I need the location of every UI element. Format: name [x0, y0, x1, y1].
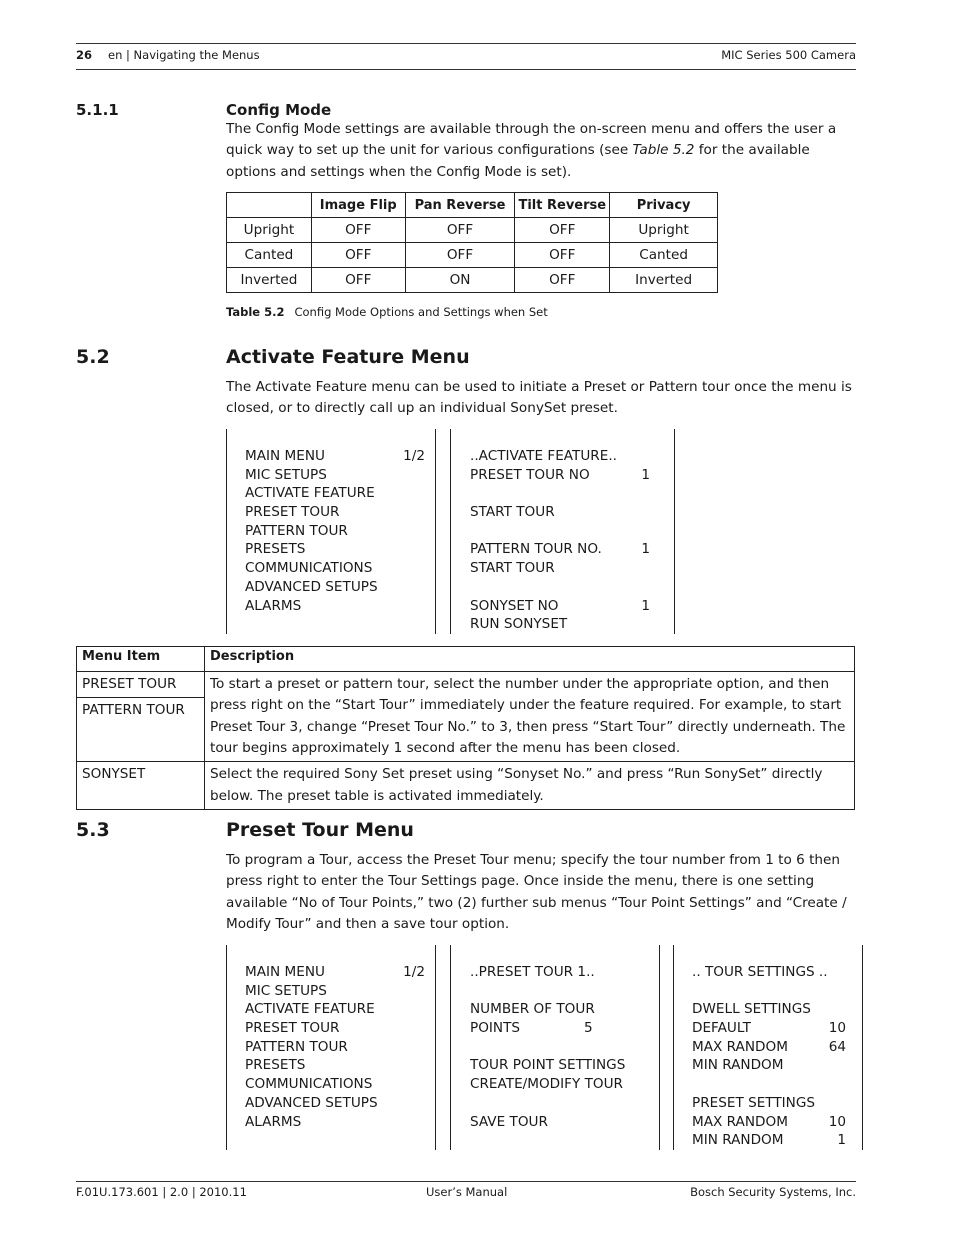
table-row: SONYSET Select the required Sony Set preset using “Sonyset No.” and press “Run SonySet” directly below. The preset table is activated immediately.: [77, 762, 855, 810]
config-mode-table: [226, 192, 718, 293]
table-row: Inverted OFF ON OFF Inverted: [227, 268, 718, 293]
section-5-2-body: The Activate Feature menu can be used to initiate a Preset or Pattern tour once the menu is closed, or to directly call up an individual SonySet preset.: [226, 379, 852, 417]
menu-line: COMMUNICATIONS: [245, 560, 373, 577]
menu-line: MIC SETUPS: [245, 466, 327, 483]
menu-line: MIN RANDOM 1: [692, 1132, 846, 1149]
menu-border: [435, 429, 436, 634]
table-row: Canted OFF OFF OFF Canted: [227, 243, 718, 268]
menu-line: START TOUR: [470, 560, 555, 577]
menu-line: ALARMS: [245, 597, 302, 614]
header-top-rule: [76, 43, 856, 44]
menu-line: START TOUR: [470, 504, 555, 521]
menu-line: [692, 1075, 846, 1094]
menu-line: [470, 1094, 650, 1113]
footer-doc-id: F.01U.173.601 | 2.0 | 2010.11: [76, 1185, 247, 1199]
preset-tour-menu-screen: [470, 963, 650, 1131]
menu-border: [659, 945, 660, 1150]
footer-company: Bosch Security Systems, Inc.: [690, 1185, 856, 1199]
menu-line: [470, 578, 650, 597]
menu-border: [450, 945, 451, 1150]
menu-line: MAIN MENU 1/2: [245, 964, 425, 980]
menu-line: ACTIVATE FEATURE: [245, 1001, 375, 1018]
menu-line: RUN SONYSET: [470, 616, 568, 633]
section-5-3-body: To program a Tour, access the Preset Tour menu; specify the tour number from 1 to 6 then press right to enter the Tour Settings page. Once inside the menu, there is one setting available “No of Tour Points,” two (2) further sub menus “Tour Point Settings” and “Create / Modify Tour” and then a save tour option.: [226, 852, 847, 932]
menu-line: PATTERN TOUR: [245, 522, 348, 539]
table-row: Upright OFF OFF OFF Upright: [227, 218, 718, 243]
table-header-row: Menu Item Description: [77, 647, 855, 672]
section-5-1-1-number: 5.1.1: [76, 101, 119, 119]
menu-border: [226, 429, 227, 634]
menu-item-description-table: [76, 646, 855, 810]
menu-border: [674, 429, 675, 634]
menu-line: MAX RANDOM 10: [692, 1113, 846, 1130]
menu-line: [470, 982, 650, 1001]
menu-line: [470, 522, 650, 541]
menu-line: PRESET TOUR NO 1: [470, 466, 650, 483]
header-product: MIC Series 500 Camera: [721, 48, 856, 62]
section-5-1-1-title: Config Mode: [226, 101, 332, 119]
menu-line: MAX RANDOM 64: [692, 1038, 846, 1055]
menu-line: ACTIVATE FEATURE: [245, 485, 375, 502]
main-menu-screen: [245, 447, 425, 615]
menu-line: PRESET TOUR: [245, 1020, 340, 1037]
menu-line: PATTERN TOUR NO. 1: [470, 541, 650, 558]
menu-line: POINTS 5: [470, 1020, 593, 1037]
menu-line: PATTERN TOUR: [245, 1038, 348, 1055]
section-5-2-number: 5.2: [76, 346, 110, 368]
main-menu-screen: [245, 963, 425, 1131]
tour-settings-menu-screen: [692, 963, 846, 1150]
menu-border: [862, 945, 863, 1150]
menu-line: CREATE/MODIFY TOUR: [470, 1076, 623, 1093]
table-header-row: Image Flip Pan Reverse Tilt Reverse Privacy: [227, 193, 718, 218]
table-row: PRESET TOUR To start a preset or pattern tour, select the number under the appropriate option, and then press right on the “Start Tour” immediately under the feature required. For example, to start Preset Tour 3, change “Preset Tour No.” to 3, then press “Start Tour” directly underneath. The tour begins approximately 1 second after the menu has been closed.: [77, 672, 855, 698]
menu-border: [226, 945, 227, 1150]
menu-line: .. TOUR SETTINGS ..: [692, 964, 828, 980]
menu-line: PRESETS: [245, 1057, 306, 1074]
menu-line: DEFAULT 10: [692, 1020, 846, 1037]
footer-doc-type: User’s Manual: [426, 1185, 508, 1199]
table-caption: Table 5.2 Config Mode Options and Settings when Set: [226, 305, 548, 319]
header-section-path: en | Navigating the Menus: [108, 48, 260, 62]
menu-line: [470, 484, 650, 503]
menu-line: PRESET SETTINGS: [692, 1094, 816, 1111]
menu-line: MAIN MENU 1/2: [245, 448, 425, 464]
menu-border: [450, 429, 451, 634]
menu-border: [673, 945, 674, 1150]
menu-line: PRESETS: [245, 541, 306, 558]
menu-line: ..ACTIVATE FEATURE..: [470, 448, 617, 464]
menu-line: [692, 982, 846, 1001]
page-number: 26: [76, 48, 93, 62]
section-5-1-1-body: The Config Mode settings are available through the on-screen menu and offers the user a quick way to set up the unit for various configurations (see Table 5.2 for the available options and settings when the Config Mode is set).: [226, 121, 837, 180]
menu-line: MIN RANDOM: [692, 1057, 784, 1074]
menu-line: SAVE TOUR: [470, 1113, 548, 1130]
menu-line: SONYSET NO 1: [470, 597, 650, 614]
activate-feature-menu-screen: [470, 447, 650, 634]
menu-line: DWELL SETTINGS: [692, 1001, 811, 1018]
header-bottom-rule: [76, 69, 856, 70]
table-reference: Table 5.2: [632, 142, 695, 159]
menu-line: COMMUNICATIONS: [245, 1076, 373, 1093]
menu-line: ADVANCED SETUPS: [245, 1094, 378, 1111]
section-5-3-title: Preset Tour Menu: [226, 819, 414, 841]
menu-line: [470, 1038, 650, 1057]
footer-rule: [76, 1181, 856, 1182]
menu-border: [435, 945, 436, 1150]
menu-line: TOUR POINT SETTINGS: [470, 1057, 626, 1074]
menu-line: ..PRESET TOUR 1..: [470, 964, 595, 980]
menu-line: NUMBER OF TOUR: [470, 1001, 595, 1018]
menu-line: MIC SETUPS: [245, 982, 327, 999]
section-5-2-title: Activate Feature Menu: [226, 346, 470, 368]
menu-line: PRESET TOUR: [245, 504, 340, 521]
section-5-3-number: 5.3: [76, 819, 110, 841]
menu-line: ALARMS: [245, 1113, 302, 1130]
menu-line: ADVANCED SETUPS: [245, 578, 378, 595]
table-row: PATTERN TOUR: [77, 698, 855, 762]
